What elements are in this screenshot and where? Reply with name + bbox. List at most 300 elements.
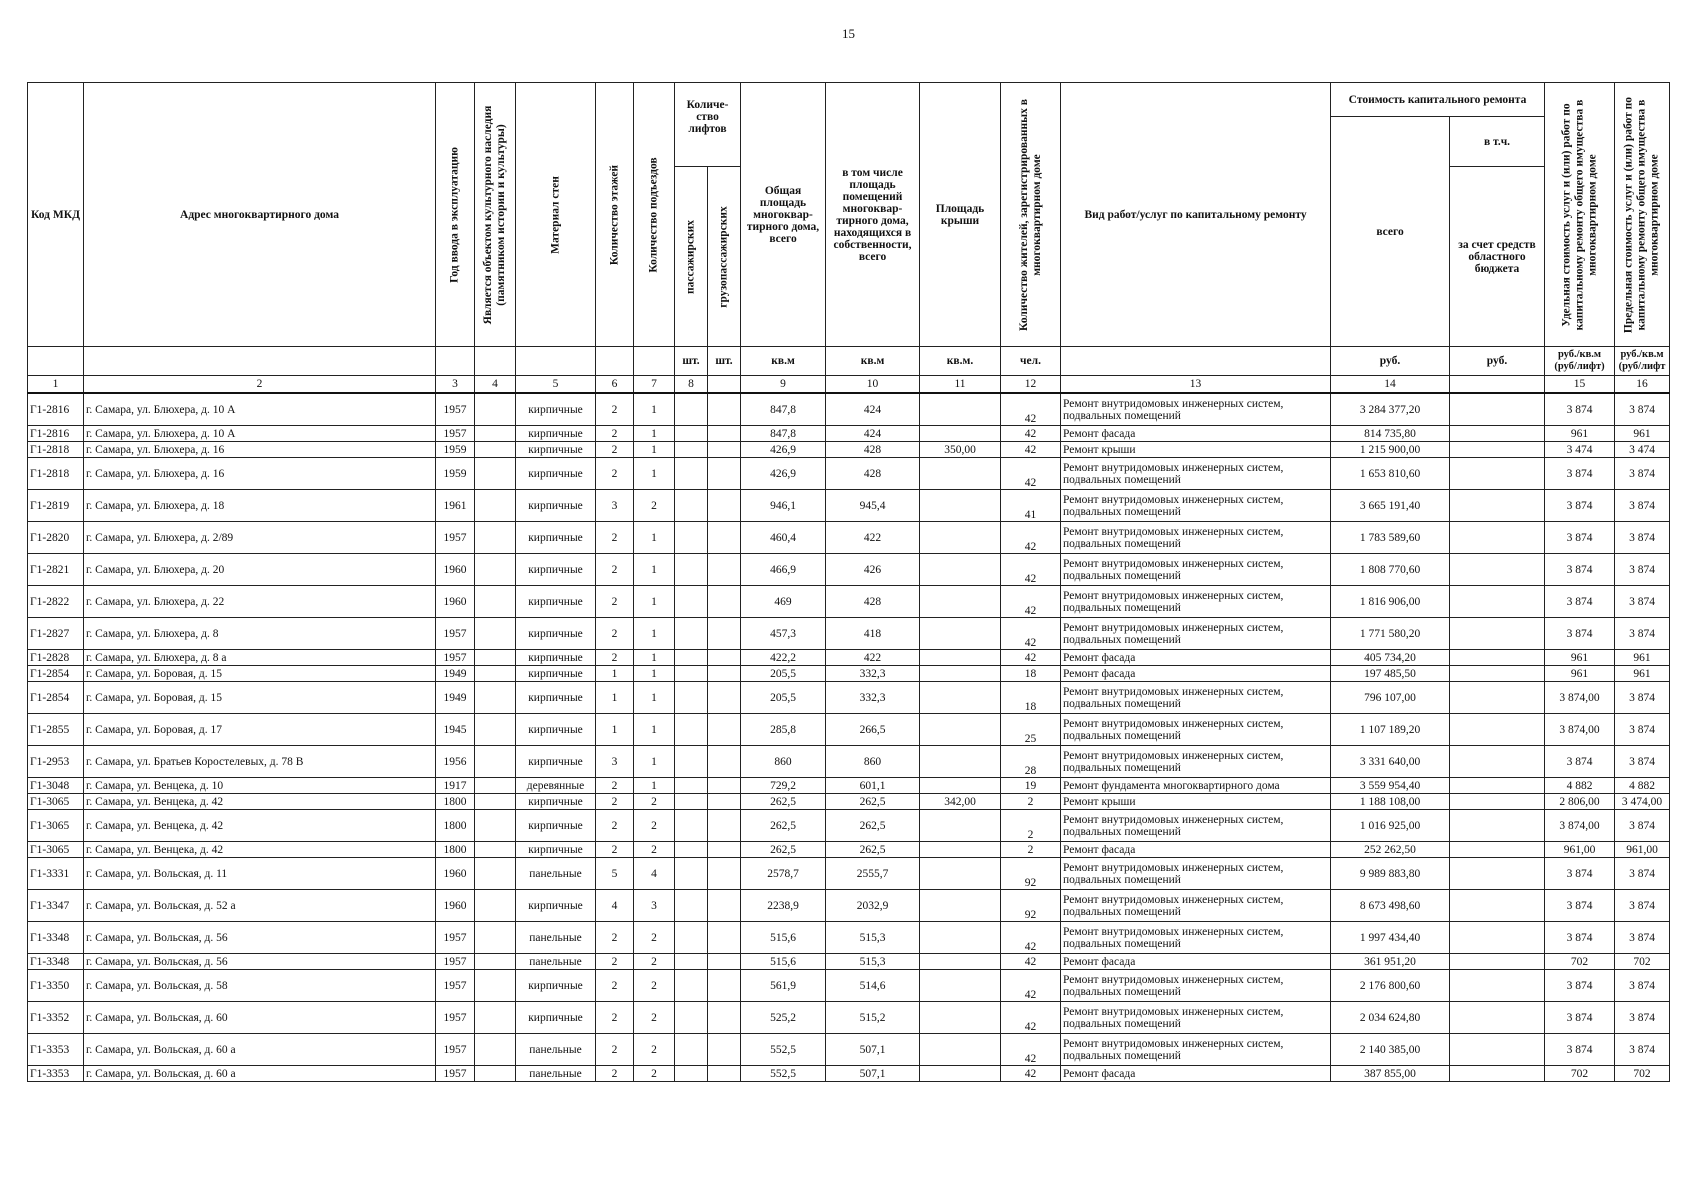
cell-residents: 2 — [1001, 842, 1061, 858]
cell-area-total: 552,5 — [741, 1034, 826, 1066]
cell-lifts-pass — [675, 810, 708, 842]
cell-cost-regional — [1450, 426, 1545, 442]
cell-cost: 3 559 954,40 — [1331, 778, 1450, 794]
cell-entrances: 1 — [634, 714, 675, 746]
cell-entrances: 1 — [634, 682, 675, 714]
cell-unit-cost: 3 874 — [1545, 858, 1615, 890]
cell-lifts-cargo — [708, 586, 741, 618]
cell-cost-regional — [1450, 794, 1545, 810]
cell-kod: Г1-2854 — [28, 682, 84, 714]
cell-lifts-pass — [675, 522, 708, 554]
cell-entrances: 2 — [634, 970, 675, 1002]
header-unit-cost: Удельная стоимость услуг и (или) работ по капитальному ремонту общего имущества в многоквартирном доме — [1545, 83, 1615, 347]
col-number: 12 — [1001, 376, 1061, 394]
cell-floors: 2 — [596, 522, 634, 554]
cell-kod: Г1-3347 — [28, 890, 84, 922]
cell-area-total: 426,9 — [741, 458, 826, 490]
header-year: Год ввода в эксплуатацию — [436, 83, 475, 347]
cell-unit-cost: 3 874 — [1545, 746, 1615, 778]
cell-unit-cost: 961 — [1545, 650, 1615, 666]
cell-year: 1949 — [436, 666, 475, 682]
cell-work: Ремонт внутридомовых инженерных систем, подвальных помещений — [1061, 1034, 1331, 1066]
cell-area-total: 285,8 — [741, 714, 826, 746]
unit-limit-cost: руб./кв.м (руб/лифт — [1615, 347, 1670, 376]
cell-unit-cost: 3 874,00 — [1545, 810, 1615, 842]
table-row — [28, 618, 1670, 650]
cell-area-total: 525,2 — [741, 1002, 826, 1034]
unit-cost-total: руб. — [1331, 347, 1450, 376]
cell-area-total: 515,6 — [741, 922, 826, 954]
cell-floors: 1 — [596, 714, 634, 746]
cell-year: 1959 — [436, 442, 475, 458]
cell-heritage — [475, 890, 516, 922]
cell-lifts-cargo — [708, 650, 741, 666]
cell-heritage — [475, 666, 516, 682]
cell-area-owned: 332,3 — [826, 682, 920, 714]
cell-lifts-pass — [675, 890, 708, 922]
cell-unit-cost: 3 874 — [1545, 890, 1615, 922]
cell-lifts-cargo — [708, 970, 741, 1002]
cell-lifts-pass — [675, 458, 708, 490]
cell-lifts-pass — [675, 858, 708, 890]
cell-work: Ремонт фасада — [1061, 954, 1331, 970]
cell-wall: кирпичные — [516, 554, 596, 586]
cell-kod: Г1-2819 — [28, 490, 84, 522]
cell-cost: 1 783 589,60 — [1331, 522, 1450, 554]
cell-address: г. Самара, ул. Блюхера, д. 20 — [84, 554, 436, 586]
cell-work: Ремонт внутридомовых инженерных систем, подвальных помещений — [1061, 682, 1331, 714]
col-number: 6 — [596, 376, 634, 394]
cell-kod: Г1-2827 — [28, 618, 84, 650]
cell-heritage — [475, 970, 516, 1002]
cell-area-owned: 507,1 — [826, 1066, 920, 1082]
cell-cost: 796 107,00 — [1331, 682, 1450, 714]
cell-lifts-pass — [675, 1066, 708, 1082]
cell-lifts-cargo — [708, 1034, 741, 1066]
cell-year: 1957 — [436, 618, 475, 650]
table-row — [28, 858, 1670, 890]
cell-wall: панельные — [516, 1066, 596, 1082]
cell-limit-cost: 3 874 — [1615, 618, 1670, 650]
cell-residents: 42 — [1001, 1066, 1061, 1082]
cell-heritage — [475, 922, 516, 954]
cell-lifts-cargo — [708, 954, 741, 970]
cell-area-owned: 262,5 — [826, 810, 920, 842]
cell-kod: Г1-3348 — [28, 922, 84, 954]
cell-kod: Г1-3065 — [28, 842, 84, 858]
cell-wall: кирпичные — [516, 522, 596, 554]
cell-floors: 2 — [596, 954, 634, 970]
cell-wall: кирпичные — [516, 426, 596, 442]
cell-wall: кирпичные — [516, 490, 596, 522]
cell-entrances: 1 — [634, 666, 675, 682]
cell-year: 1800 — [436, 810, 475, 842]
cell-area-owned: 2555,7 — [826, 858, 920, 890]
cell-lifts-cargo — [708, 922, 741, 954]
cell-area-total: 2578,7 — [741, 858, 826, 890]
cell-limit-cost: 3 874 — [1615, 554, 1670, 586]
cell-unit-cost: 3 874 — [1545, 1002, 1615, 1034]
cell-cost-regional — [1450, 746, 1545, 778]
unit-lifts-cargo: шт. — [708, 347, 741, 376]
cell-cost: 814 735,80 — [1331, 426, 1450, 442]
cell-kod: Г1-3353 — [28, 1034, 84, 1066]
cell-unit-cost: 3 874,00 — [1545, 682, 1615, 714]
cell-kod: Г1-3353 — [28, 1066, 84, 1082]
cell-cost: 2 176 800,60 — [1331, 970, 1450, 1002]
cell-cost-regional — [1450, 714, 1545, 746]
cell-lifts-pass — [675, 490, 708, 522]
header-lifts-cargo: грузопассажирских — [708, 167, 741, 347]
cell-work: Ремонт крыши — [1061, 794, 1331, 810]
cell-roof — [920, 746, 1001, 778]
cell-limit-cost: 3 874 — [1615, 922, 1670, 954]
cell-floors: 2 — [596, 618, 634, 650]
table-row — [28, 778, 1670, 794]
cell-area-owned: 515,2 — [826, 1002, 920, 1034]
cell-entrances: 2 — [634, 1002, 675, 1034]
cell-address: г. Самара, ул. Вольская, д. 52 а — [84, 890, 436, 922]
cell-work: Ремонт внутридомовых инженерных систем, подвальных помещений — [1061, 586, 1331, 618]
cell-unit-cost: 3 874 — [1545, 393, 1615, 426]
unit-roof-area: кв.м. — [920, 347, 1001, 376]
cell-year: 1960 — [436, 858, 475, 890]
cell-work: Ремонт внутридомовых инженерных систем, подвальных помещений — [1061, 890, 1331, 922]
cell-floors: 3 — [596, 746, 634, 778]
cell-limit-cost: 961 — [1615, 426, 1670, 442]
cell-lifts-pass — [675, 794, 708, 810]
cell-heritage — [475, 1034, 516, 1066]
cell-area-total: 729,2 — [741, 778, 826, 794]
cell-cost-regional — [1450, 618, 1545, 650]
cell-year: 1961 — [436, 490, 475, 522]
cell-address: г. Самара, ул. Венцека, д. 42 — [84, 842, 436, 858]
cell-area-owned: 266,5 — [826, 714, 920, 746]
cell-lifts-cargo — [708, 458, 741, 490]
cell-residents: 42 — [1001, 426, 1061, 442]
cell-entrances: 2 — [634, 954, 675, 970]
cell-limit-cost: 3 874 — [1615, 890, 1670, 922]
cell-roof — [920, 778, 1001, 794]
table-row — [28, 1002, 1670, 1034]
cell-roof — [920, 650, 1001, 666]
cell-floors: 2 — [596, 1002, 634, 1034]
cell-cost: 8 673 498,60 — [1331, 890, 1450, 922]
header-residents: Количество жителей, зарегистрированных в многоквартирном доме — [1001, 83, 1061, 347]
cell-residents: 25 — [1001, 714, 1061, 746]
cell-year: 1957 — [436, 922, 475, 954]
cell-limit-cost: 961 — [1615, 666, 1670, 682]
cell-wall: кирпичные — [516, 650, 596, 666]
cell-address: г. Самара, ул. Боровая, д. 17 — [84, 714, 436, 746]
cell-wall: панельные — [516, 858, 596, 890]
cell-address: г. Самара, ул. Боровая, д. 15 — [84, 682, 436, 714]
cell-roof — [920, 842, 1001, 858]
cell-address: г. Самара, ул. Вольская, д. 60 — [84, 1002, 436, 1034]
cell-heritage — [475, 554, 516, 586]
cell-cost-regional — [1450, 1034, 1545, 1066]
cell-roof — [920, 1066, 1001, 1082]
cell-kod: Г1-2855 — [28, 714, 84, 746]
cell-area-owned: 515,3 — [826, 922, 920, 954]
header-wall: Материал стен — [516, 83, 596, 347]
cell-area-total: 457,3 — [741, 618, 826, 650]
cell-kod: Г1-2822 — [28, 586, 84, 618]
cell-roof — [920, 954, 1001, 970]
cell-heritage — [475, 842, 516, 858]
cell-residents: 42 — [1001, 650, 1061, 666]
cell-kod: Г1-3352 — [28, 1002, 84, 1034]
cell-cost: 2 034 624,80 — [1331, 1002, 1450, 1034]
cell-entrances: 1 — [634, 586, 675, 618]
cell-area-owned: 428 — [826, 586, 920, 618]
cell-work: Ремонт фасада — [1061, 842, 1331, 858]
cell-area-total: 205,5 — [741, 682, 826, 714]
cell-roof — [920, 522, 1001, 554]
cell-residents: 42 — [1001, 522, 1061, 554]
cell-heritage — [475, 650, 516, 666]
cell-kod: Г1-2818 — [28, 442, 84, 458]
cell-lifts-cargo — [708, 858, 741, 890]
unit-unit-cost: руб./кв.м (руб/лифт) — [1545, 347, 1615, 376]
cell-wall: кирпичные — [516, 618, 596, 650]
cell-wall: кирпичные — [516, 442, 596, 458]
cell-heritage — [475, 393, 516, 426]
cell-roof — [920, 554, 1001, 586]
cell-residents: 42 — [1001, 954, 1061, 970]
cell-year: 1957 — [436, 650, 475, 666]
cell-area-owned: 424 — [826, 426, 920, 442]
cell-lifts-pass — [675, 666, 708, 682]
cell-floors: 2 — [596, 554, 634, 586]
cell-area-owned: 418 — [826, 618, 920, 650]
cell-roof: 342,00 — [920, 794, 1001, 810]
cell-area-owned: 424 — [826, 393, 920, 426]
cell-heritage — [475, 490, 516, 522]
cell-heritage — [475, 746, 516, 778]
cell-cost: 2 140 385,00 — [1331, 1034, 1450, 1066]
cell-lifts-cargo — [708, 442, 741, 458]
cell-kod: Г1-3048 — [28, 778, 84, 794]
cell-limit-cost: 3 874 — [1615, 858, 1670, 890]
col-number: 5 — [516, 376, 596, 394]
cell-address: г. Самара, ул. Венцека, д. 10 — [84, 778, 436, 794]
cell-entrances: 1 — [634, 458, 675, 490]
cell-address: г. Самара, ул. Блюхера, д. 10 А — [84, 426, 436, 442]
cell-area-total: 2238,9 — [741, 890, 826, 922]
cell-cost: 252 262,50 — [1331, 842, 1450, 858]
cell-area-total: 552,5 — [741, 1066, 826, 1082]
cell-floors: 2 — [596, 650, 634, 666]
cell-floors: 2 — [596, 842, 634, 858]
cell-cost-regional — [1450, 842, 1545, 858]
cell-wall: кирпичные — [516, 714, 596, 746]
cell-work: Ремонт внутридомовых инженерных систем, подвальных помещений — [1061, 490, 1331, 522]
cell-work: Ремонт фасада — [1061, 650, 1331, 666]
cell-limit-cost: 3 874 — [1615, 586, 1670, 618]
cell-unit-cost: 961,00 — [1545, 842, 1615, 858]
cell-cost-regional — [1450, 858, 1545, 890]
cell-heritage — [475, 426, 516, 442]
cell-cost-regional — [1450, 682, 1545, 714]
cell-unit-cost: 3 874 — [1545, 458, 1615, 490]
col-number: 8 — [675, 376, 708, 394]
cell-heritage — [475, 794, 516, 810]
cell-kod: Г1-2953 — [28, 746, 84, 778]
header-entrances: Количество подъездов — [634, 83, 675, 347]
cell-entrances: 1 — [634, 650, 675, 666]
cell-roof — [920, 922, 1001, 954]
cell-year: 1949 — [436, 682, 475, 714]
table-row — [28, 522, 1670, 554]
cell-lifts-cargo — [708, 618, 741, 650]
cell-entrances: 2 — [634, 1066, 675, 1082]
cell-wall: панельные — [516, 922, 596, 954]
col-number: 4 — [475, 376, 516, 394]
cell-unit-cost: 702 — [1545, 1066, 1615, 1082]
cell-unit-cost: 3 874 — [1545, 522, 1615, 554]
cell-limit-cost: 3 874 — [1615, 810, 1670, 842]
header-lifts: Количе- ство лифтов — [675, 83, 741, 167]
cell-address: г. Самара, ул. Вольская, д. 56 — [84, 954, 436, 970]
cell-limit-cost: 3 874 — [1615, 522, 1670, 554]
cell-kod: Г1-3331 — [28, 858, 84, 890]
cell-area-owned: 945,4 — [826, 490, 920, 522]
cell-area-owned: 860 — [826, 746, 920, 778]
cell-kod: Г1-2816 — [28, 426, 84, 442]
col-number: 7 — [634, 376, 675, 394]
cell-limit-cost: 702 — [1615, 1066, 1670, 1082]
cell-wall: кирпичные — [516, 393, 596, 426]
cell-lifts-pass — [675, 586, 708, 618]
cell-area-owned: 507,1 — [826, 1034, 920, 1066]
cell-wall: панельные — [516, 954, 596, 970]
cell-cost-regional — [1450, 922, 1545, 954]
cell-floors: 2 — [596, 586, 634, 618]
cell-lifts-pass — [675, 714, 708, 746]
cell-residents: 42 — [1001, 618, 1061, 650]
cell-cost: 1 771 580,20 — [1331, 618, 1450, 650]
cell-area-owned: 428 — [826, 458, 920, 490]
cell-entrances: 2 — [634, 810, 675, 842]
cell-year: 1959 — [436, 458, 475, 490]
cell-unit-cost: 702 — [1545, 954, 1615, 970]
cell-residents: 2 — [1001, 810, 1061, 842]
cell-lifts-pass — [675, 922, 708, 954]
cell-wall: кирпичные — [516, 842, 596, 858]
cell-roof: 350,00 — [920, 442, 1001, 458]
cell-floors: 2 — [596, 970, 634, 1002]
unit-area-owned: кв.м — [826, 347, 920, 376]
cell-limit-cost: 3 474 — [1615, 442, 1670, 458]
cell-work: Ремонт внутридомовых инженерных систем, подвальных помещений — [1061, 393, 1331, 426]
header-cost-incl: в т.ч. — [1450, 117, 1545, 167]
cell-lifts-pass — [675, 1002, 708, 1034]
cell-address: г. Самара, ул. Блюхера, д. 18 — [84, 490, 436, 522]
cell-roof — [920, 1034, 1001, 1066]
table-row — [28, 1066, 1670, 1082]
cell-wall: кирпичные — [516, 970, 596, 1002]
cell-residents: 18 — [1001, 666, 1061, 682]
cell-area-total: 262,5 — [741, 810, 826, 842]
cell-lifts-cargo — [708, 714, 741, 746]
cell-entrances: 1 — [634, 393, 675, 426]
cell-heritage — [475, 522, 516, 554]
cell-area-total: 847,8 — [741, 426, 826, 442]
cell-cost: 387 855,00 — [1331, 1066, 1450, 1082]
cell-cost: 1 107 189,20 — [1331, 714, 1450, 746]
cell-lifts-cargo — [708, 1066, 741, 1082]
table-row — [28, 458, 1670, 490]
table-row — [28, 714, 1670, 746]
page-number: 15 — [842, 26, 855, 41]
cell-floors: 2 — [596, 1066, 634, 1082]
cell-work: Ремонт внутридомовых инженерных систем, подвальных помещений — [1061, 458, 1331, 490]
cell-cost: 1 188 108,00 — [1331, 794, 1450, 810]
cell-area-owned: 332,3 — [826, 666, 920, 682]
cell-entrances: 1 — [634, 778, 675, 794]
cell-year: 1957 — [436, 1034, 475, 1066]
cell-floors: 2 — [596, 778, 634, 794]
cell-kod: Г1-3065 — [28, 794, 84, 810]
header-limit-cost: Предельная стоимость услуг и (или) работ по капитальному ремонту общего имущества в многоквартирном доме — [1615, 83, 1670, 347]
cell-floors: 3 — [596, 490, 634, 522]
col-number: 13 — [1061, 376, 1331, 394]
cell-kod: Г1-2818 — [28, 458, 84, 490]
cell-wall: кирпичные — [516, 794, 596, 810]
cell-cost: 197 485,50 — [1331, 666, 1450, 682]
cell-area-total: 847,8 — [741, 393, 826, 426]
cell-wall: кирпичные — [516, 682, 596, 714]
cell-unit-cost: 4 882 — [1545, 778, 1615, 794]
cell-lifts-cargo — [708, 1002, 741, 1034]
cell-cost: 1 215 900,00 — [1331, 442, 1450, 458]
cell-cost-regional — [1450, 650, 1545, 666]
cell-floors: 2 — [596, 922, 634, 954]
cell-wall: кирпичные — [516, 810, 596, 842]
cell-entrances: 4 — [634, 858, 675, 890]
cell-lifts-cargo — [708, 666, 741, 682]
cell-year: 1957 — [436, 426, 475, 442]
cell-address: г. Самара, ул. Боровая, д. 15 — [84, 666, 436, 682]
table-row — [28, 682, 1670, 714]
cell-heritage — [475, 810, 516, 842]
col-number: 3 — [436, 376, 475, 394]
cell-year: 1960 — [436, 554, 475, 586]
cell-lifts-pass — [675, 650, 708, 666]
cell-work: Ремонт внутридомовых инженерных систем, подвальных помещений — [1061, 810, 1331, 842]
cell-kod: Г1-2816 — [28, 393, 84, 426]
cell-lifts-pass — [675, 682, 708, 714]
col-number: 10 — [826, 376, 920, 394]
cell-heritage — [475, 858, 516, 890]
cell-area-total: 205,5 — [741, 666, 826, 682]
cell-cost-regional — [1450, 586, 1545, 618]
cell-roof — [920, 890, 1001, 922]
cell-area-total: 946,1 — [741, 490, 826, 522]
cell-year: 1957 — [436, 393, 475, 426]
cell-cost: 3 331 640,00 — [1331, 746, 1450, 778]
cell-floors: 2 — [596, 426, 634, 442]
cell-area-owned: 601,1 — [826, 778, 920, 794]
cell-area-owned: 514,6 — [826, 970, 920, 1002]
cell-roof — [920, 810, 1001, 842]
cell-unit-cost: 3 874,00 — [1545, 714, 1615, 746]
cell-residents: 2 — [1001, 794, 1061, 810]
cell-kod: Г1-3065 — [28, 810, 84, 842]
cell-floors: 2 — [596, 442, 634, 458]
cell-lifts-pass — [675, 554, 708, 586]
